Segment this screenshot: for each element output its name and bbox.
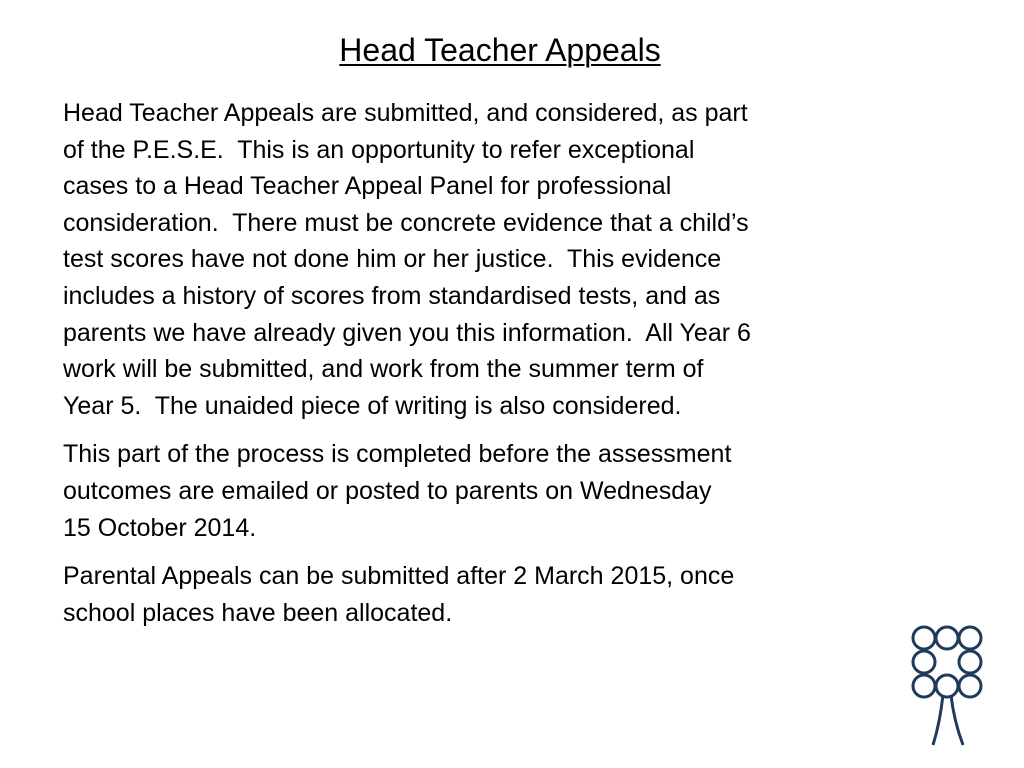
text-line: consideration. There must be concrete evidence that a child’s — [63, 208, 749, 237]
tree-circles-logo-icon — [905, 625, 989, 747]
text-line: includes a history of scores from standardised tests, and as — [63, 281, 721, 310]
text-line: school places have been allocated. — [63, 598, 453, 627]
paragraph-head-teacher-appeals — [63, 95, 933, 424]
slide-body — [63, 95, 933, 643]
paragraph-parental-appeals — [63, 558, 933, 631]
text-line: This part of the process is completed before the assessment — [63, 440, 732, 469]
text-line: work will be submitted, and work from the summer term of — [63, 355, 704, 384]
text-line: Year 5. The unaided piece of writing is also considered. — [63, 391, 682, 420]
text-line: test scores have not done him or her justice. This evidence — [63, 245, 722, 274]
paragraph-process-timing — [63, 436, 933, 546]
text-line: outcomes are emailed or posted to parents on Wednesday — [63, 476, 712, 505]
text-line: Head Teacher Appeals are submitted, and considered, as part — [63, 99, 748, 127]
text-line: parents we have already given you this information. All Year 6 — [63, 318, 751, 347]
text-line: 15 October 2014. — [63, 513, 257, 542]
slide-title: Head Teacher Appeals — [339, 32, 661, 68]
text-line: Parental Appeals can be submitted after 2 March 2015, once — [63, 562, 735, 591]
text-line: cases to a Head Teacher Appeal Panel for professional — [63, 172, 672, 201]
text-line: of the P.E.S.E. This is an opportunity to refer exceptional — [63, 135, 695, 164]
